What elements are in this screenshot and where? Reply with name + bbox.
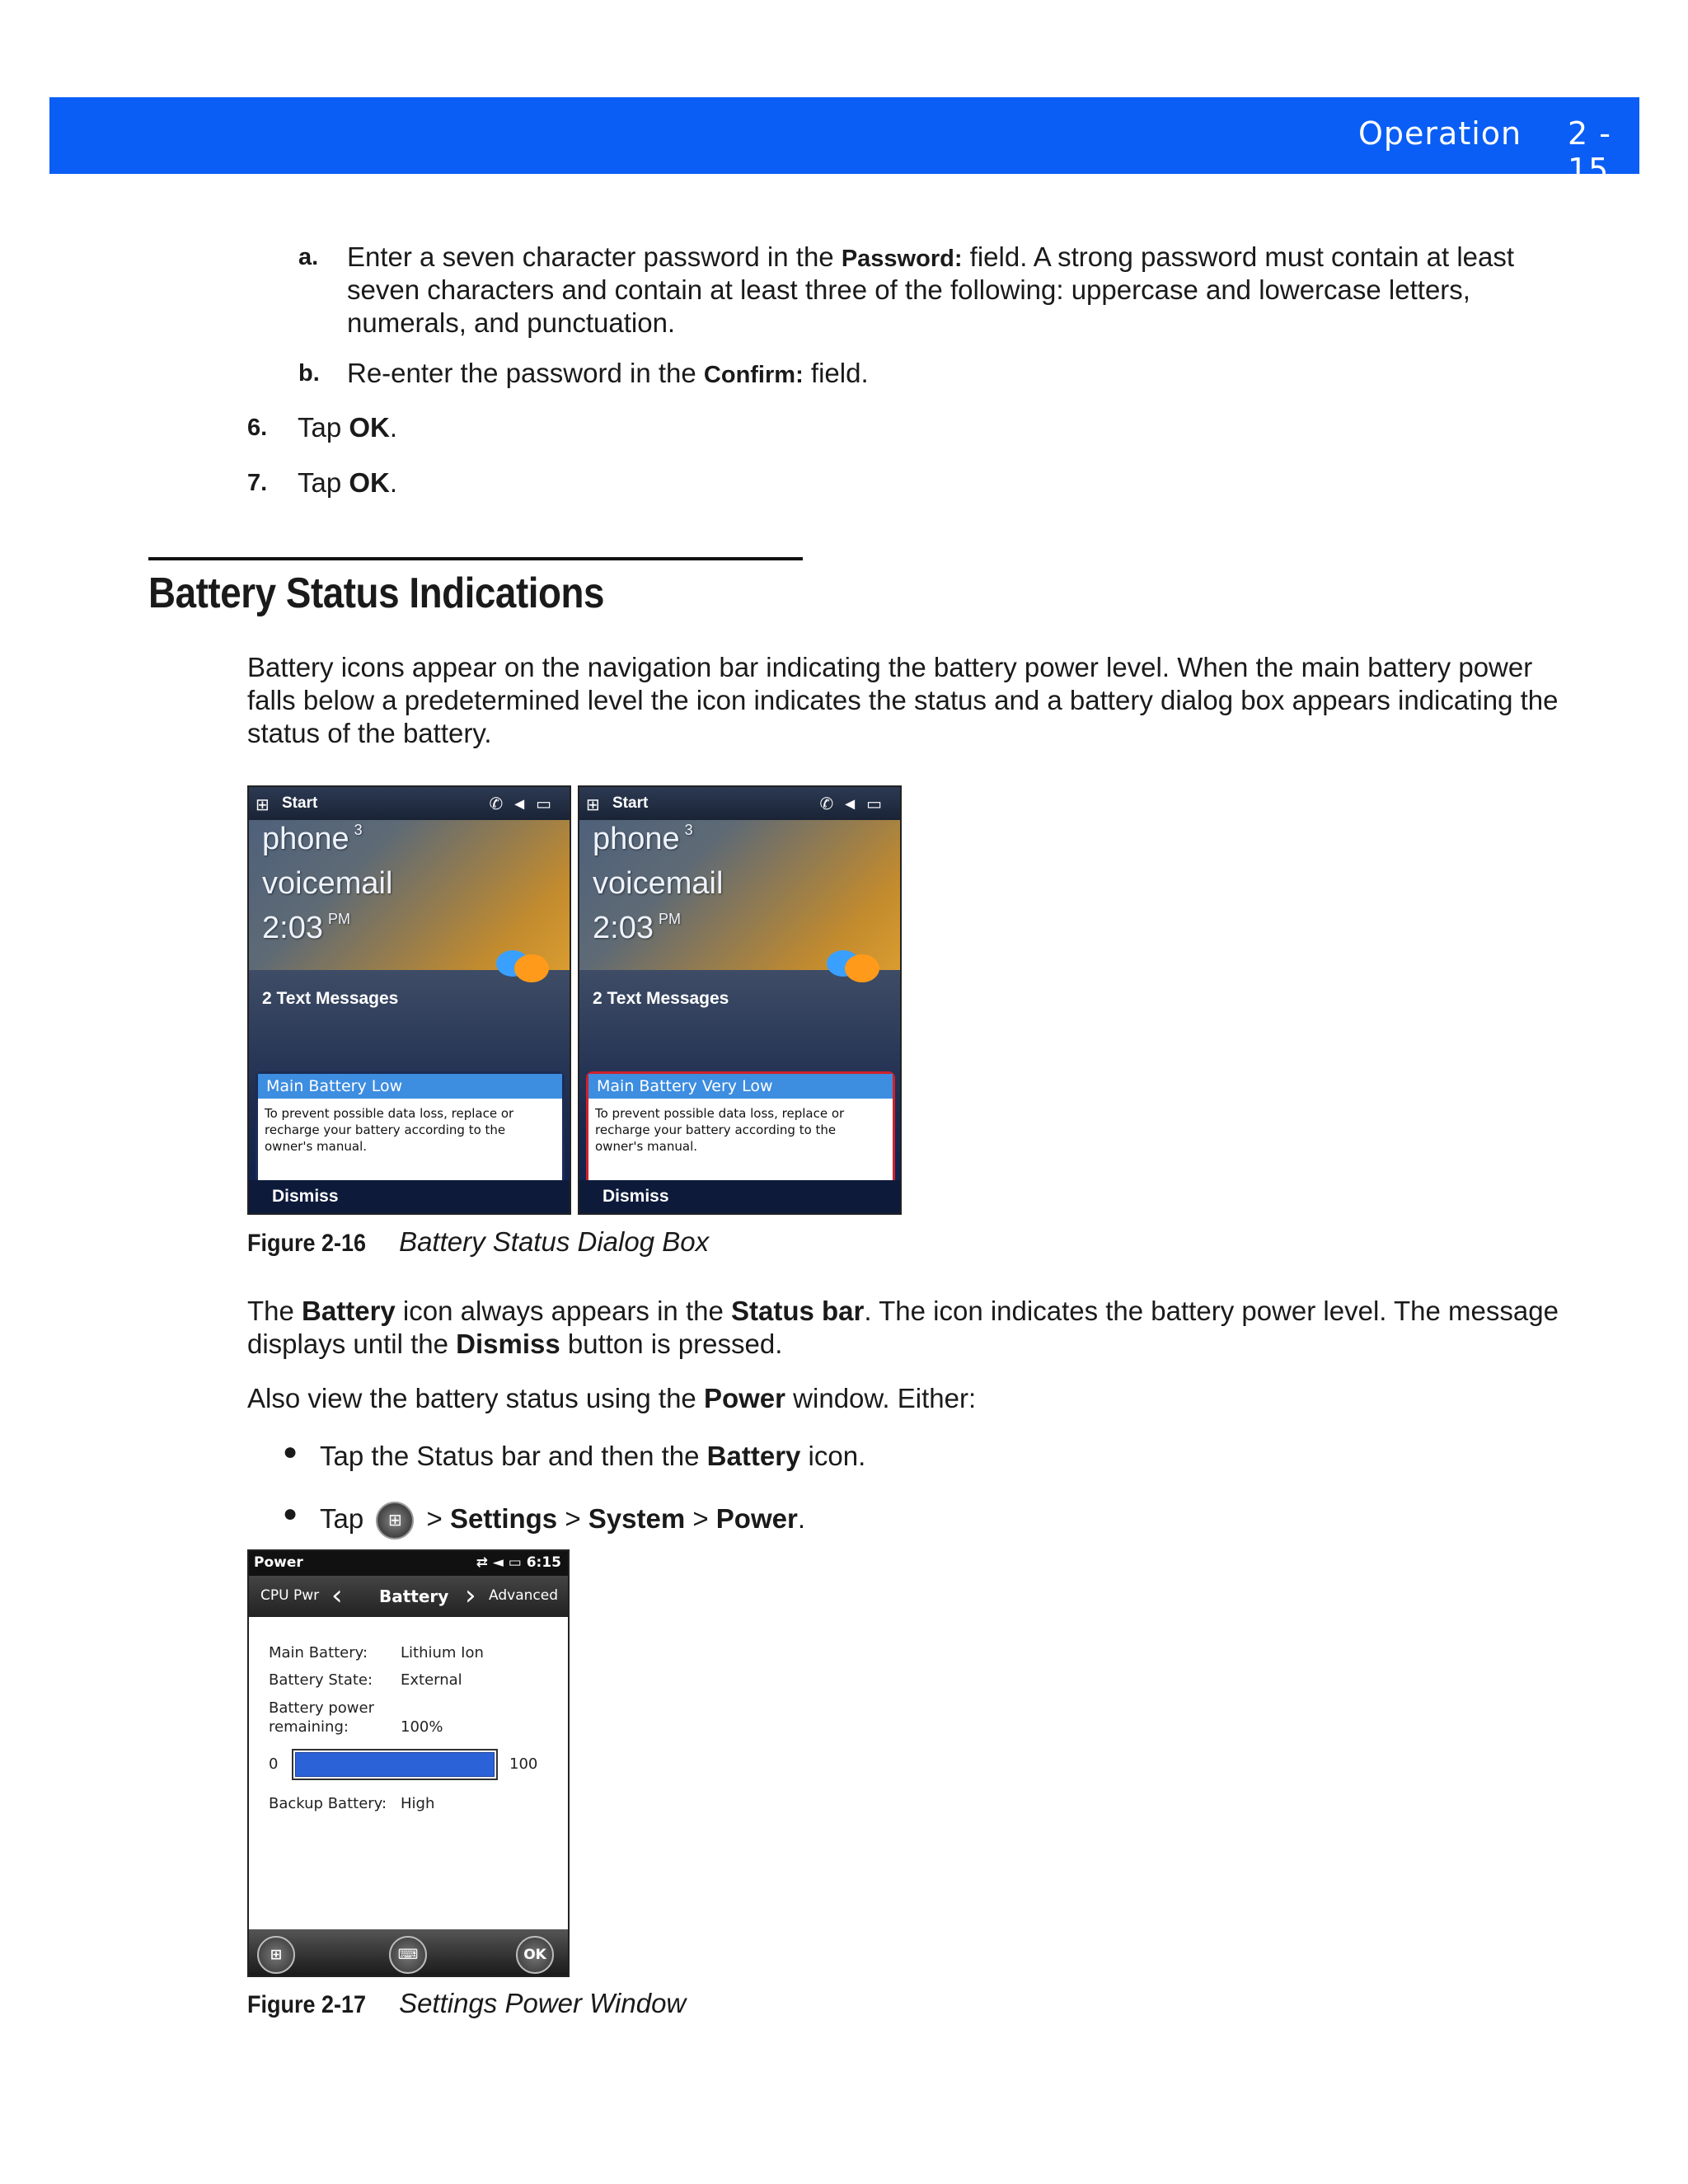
battery-level-bar [292, 1749, 498, 1780]
keyboard-icon[interactable]: ⌨ [389, 1936, 427, 1974]
header-bar [49, 97, 1639, 188]
phone-screen-very-low [578, 785, 902, 1215]
section-rule [148, 557, 803, 560]
section-title: Battery Status Indications [148, 569, 605, 617]
dismiss-button[interactable]: Dismiss [579, 1180, 900, 1213]
phone-tile[interactable]: phone $^3$ [593, 822, 693, 856]
battery-level-fill [295, 1752, 495, 1777]
para3: Also view the battery status using the Power window. Either: [247, 1383, 977, 1413]
tab-bar [249, 1576, 568, 1617]
main-battery-label: Main Battery: [269, 1644, 368, 1661]
step-a-line1: Enter a seven character password in the Password: field. A strong password must contain at least [347, 241, 1515, 272]
clock: 2:03 $^{PM}$ [262, 911, 350, 945]
clock: 2:03 $^{PM}$ [593, 911, 681, 945]
step-b-label: b. [298, 360, 320, 387]
status-icons[interactable]: ✆◄▭ [819, 795, 890, 813]
step-a-line3: numerals, and punctuation. [347, 307, 676, 338]
dialog-title: Main Battery Very Low [588, 1074, 893, 1099]
remaining-label-1: Battery power [269, 1699, 374, 1717]
dialog-body: To prevent possible data loss, replace or recharge your battery according to the owner's manual. [595, 1106, 845, 1154]
windows-start-icon[interactable]: ⊞ [257, 1936, 295, 1974]
figure-16-caption [247, 1226, 709, 1258]
chat-bubble-icon [845, 954, 879, 982]
tab-cpu-pwr[interactable]: CPU Pwr [260, 1587, 320, 1604]
step-6-label: 6. [247, 415, 268, 441]
title-bar [249, 1551, 568, 1576]
confirm-field-ref: Confirm: [703, 362, 804, 388]
para2-line1: The Battery icon always appears in the Status bar. The icon indicates the battery power level. The message [247, 1296, 1559, 1326]
dismiss-button[interactable]: Dismiss [249, 1180, 570, 1213]
bottom-bar [249, 1929, 568, 1975]
remaining-value: 100% [401, 1718, 443, 1736]
figure-number: Figure 2-17 [247, 1991, 367, 2018]
phone-tile[interactable]: phone $^3$ [262, 822, 363, 856]
intro-line2: falls below a predetermined level the icon indicates the status and a battery dialog box appears indicating the [247, 685, 1559, 715]
bar-min-label: 0 [269, 1755, 279, 1773]
battery-dialog [586, 1071, 895, 1183]
step-a-line2: seven characters and contain at least three of the following: uppercase and lowercase letters, [347, 274, 1470, 305]
chevron-left-icon[interactable]: ‹ [331, 1579, 343, 1612]
bullet-dot: ● [283, 1438, 298, 1465]
power-window [247, 1549, 570, 1977]
intro-line1: Battery icons appear on the navigation bar indicating the battery power level. When the main battery power [247, 652, 1533, 682]
para2-line2: displays until the Dismiss button is pressed. [247, 1329, 783, 1359]
start-label[interactable]: Start [282, 794, 318, 812]
header-section: Operation [1358, 115, 1522, 152]
step-b-text: Re-enter the password in the Confirm: field. [347, 358, 869, 388]
bar-max-label: 100 [509, 1755, 538, 1773]
main-battery-value: Lithium Ion [401, 1644, 484, 1661]
status-bar [579, 787, 900, 820]
battery-state-value: External [401, 1671, 462, 1689]
windows-logo-icon[interactable]: ⊞ [256, 796, 270, 814]
intro-line3: status of the battery. [247, 718, 492, 748]
step-a-label: a. [298, 244, 319, 270]
bullet2-text: Tap ⊞ > Settings > System > Power. [320, 1498, 805, 1540]
figure-title: Settings Power Window [399, 1988, 687, 2018]
text-messages-tile[interactable]: 2 Text Messages [593, 989, 729, 1008]
bullet1-text: Tap the Status bar and then the Battery icon. [320, 1441, 866, 1471]
figure-number: Figure 2-16 [247, 1230, 367, 1257]
step-7-text: Tap OK. [298, 467, 398, 498]
phone-screen-low [247, 785, 571, 1215]
figure-title: Battery Status Dialog Box [399, 1226, 710, 1257]
chevron-right-icon[interactable]: › [465, 1579, 476, 1612]
step-6-text: Tap OK. [298, 412, 398, 443]
start-label[interactable]: Start [612, 794, 649, 812]
status-icons[interactable]: ✆◄▭ [489, 795, 560, 813]
header-page-number: 2 - 15 [1568, 115, 1611, 188]
voicemail-tile[interactable]: voicemail [262, 866, 393, 901]
windows-start-icon: ⊞ [376, 1502, 414, 1540]
windows-logo-icon[interactable]: ⊞ [586, 796, 600, 814]
text-messages-tile[interactable]: 2 Text Messages [262, 989, 399, 1008]
dialog-body: To prevent possible data loss, replace or recharge your battery according to the owner's manual. [265, 1106, 514, 1154]
dialog-title: Main Battery Low [258, 1074, 562, 1099]
figure-17-caption [247, 1988, 686, 2019]
clock: 6:15 [526, 1554, 561, 1571]
chat-bubble-icon [514, 954, 549, 982]
battery-dialog [256, 1071, 565, 1183]
password-field-ref: Password: [841, 246, 963, 272]
backup-battery-value: High [401, 1795, 435, 1812]
tab-advanced[interactable]: Advanced [489, 1587, 558, 1604]
remaining-label-2: remaining: [269, 1718, 349, 1736]
tab-battery[interactable]: Battery [379, 1586, 449, 1606]
window-title: Power [254, 1554, 303, 1571]
step-7-label: 7. [247, 470, 268, 496]
bullet-dot: ● [283, 1500, 298, 1527]
voicemail-tile[interactable]: voicemail [593, 866, 724, 901]
battery-state-label: Battery State: [269, 1671, 373, 1689]
backup-battery-label: Backup Battery: [269, 1795, 387, 1812]
status-bar [249, 787, 570, 820]
ok-button[interactable]: OK [516, 1936, 554, 1974]
status-icons[interactable]: ⇄ ◄ ▭ 6:15 [476, 1554, 561, 1571]
